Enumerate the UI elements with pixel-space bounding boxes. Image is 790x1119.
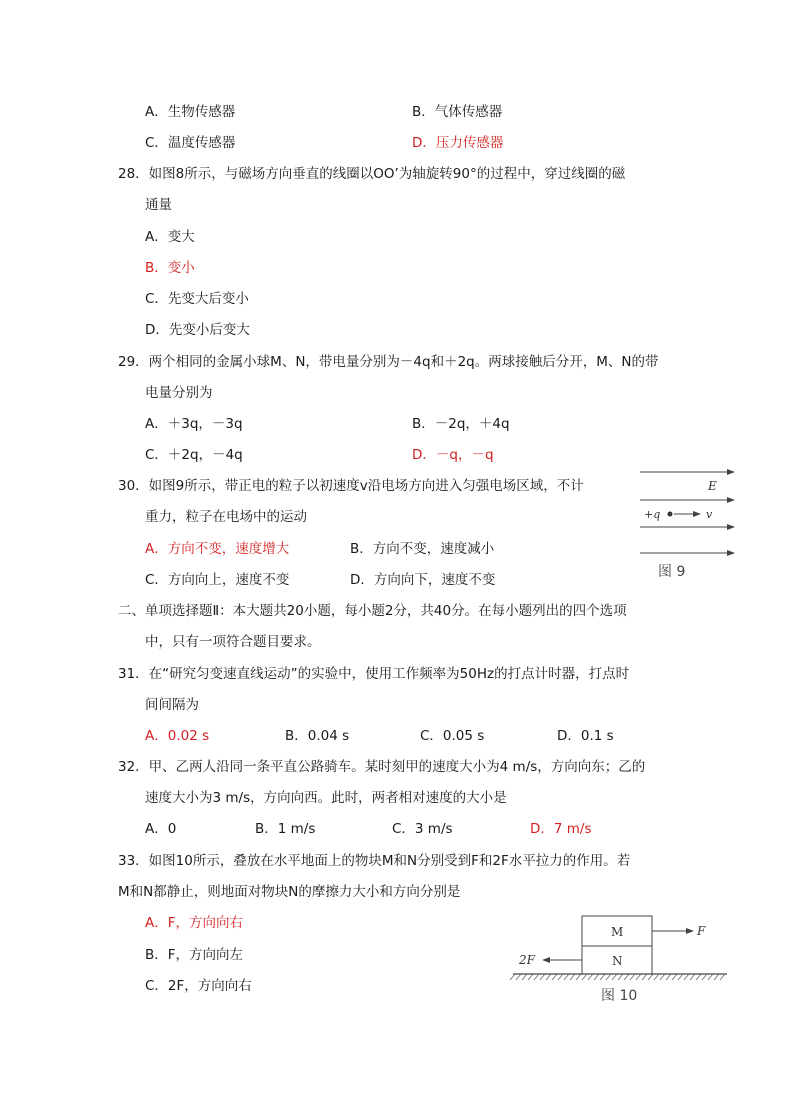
q33-stem-line1: 33．如图10所示，叠放在水平地面上的物块M和N分别受到F和2F水平拉力的作用。若 bbox=[118, 853, 631, 869]
ground-hatch-stroke bbox=[582, 974, 587, 980]
q27-option-b: B．气体传感器 bbox=[412, 104, 503, 120]
ground-hatch-stroke bbox=[528, 974, 533, 980]
ground-hatch bbox=[510, 974, 725, 980]
q28-option-d: D．先变小后变大 bbox=[145, 322, 250, 338]
q28-option-a: A．变大 bbox=[145, 229, 195, 245]
block-n-label: N bbox=[612, 954, 623, 968]
q28-stem-line1: 28．如图8所示，与磁场方向垂直的线圈以OO’为轴旋转90°的过程中，穿过线圈的磁 bbox=[118, 166, 626, 182]
q33-option-b: B．F，方向向左 bbox=[145, 947, 244, 963]
q33-stem-line2: M和N都静止，则地面对物块N的摩擦力大小和方向分别是 bbox=[118, 884, 461, 900]
q30-option-b: B．方向不变，速度减小 bbox=[350, 541, 495, 557]
q30-option-a: A．方向不变，速度增大 bbox=[145, 541, 290, 557]
q30-stem-line1: 30．如图9所示，带正电的粒子以初速度v沿电场方向进入匀强电场区域，不计 bbox=[118, 478, 584, 494]
ground-hatch-stroke bbox=[678, 974, 683, 980]
q29-option-a: A．＋3q，－3q bbox=[145, 416, 243, 432]
q29-option-c: C．＋2q，－4q bbox=[145, 447, 243, 463]
q28-option-b: B．变小 bbox=[145, 260, 195, 276]
section2-line2: 中，只有一项符合题目要求。 bbox=[145, 634, 321, 650]
force-f-label: F bbox=[697, 924, 706, 938]
q27-option-a: A．生物传感器 bbox=[145, 104, 236, 120]
ground-hatch-stroke bbox=[690, 974, 695, 980]
q30-option-d: D．方向向下，速度不变 bbox=[350, 572, 496, 588]
q31-stem-line2: 间间隔为 bbox=[145, 697, 199, 713]
q32-option-d: D．7 m/s bbox=[530, 821, 592, 837]
q31-option-a: A．0.02 s bbox=[145, 728, 210, 744]
q31-stem-line1: 31．在“研究匀变速直线运动”的实验中，使用工作频率为50Hz的打点计时器，打点时 bbox=[118, 666, 630, 682]
ground-hatch-stroke bbox=[516, 974, 521, 980]
ground-hatch-stroke bbox=[720, 974, 725, 980]
ground-hatch-stroke bbox=[594, 974, 599, 980]
section2-line1: 二、单项选择题Ⅱ：本大题共20小题，每小题2分，共40分。在每小题列出的四个选项 bbox=[118, 603, 627, 619]
ground-hatch-stroke bbox=[510, 974, 515, 980]
ground-hatch-stroke bbox=[600, 974, 605, 980]
ground-hatch-stroke bbox=[540, 974, 545, 980]
q33-option-a: A．F，方向向右 bbox=[145, 915, 244, 931]
q27-option-d: D．压力传感器 bbox=[412, 135, 504, 151]
q28-stem-line2: 通量 bbox=[145, 197, 172, 213]
q28-option-c: C．先变大后变小 bbox=[145, 291, 249, 307]
q32-stem-line2: 速度大小为3 m/s，方向向西。此时，两者相对速度的大小是 bbox=[145, 790, 507, 806]
charge-label: +q bbox=[644, 508, 661, 521]
ground-hatch-stroke bbox=[558, 974, 563, 980]
figure-10 bbox=[505, 910, 735, 1010]
ground-hatch-stroke bbox=[648, 974, 653, 980]
q32-option-b: B．1 m/s bbox=[255, 821, 316, 837]
ground-hatch-stroke bbox=[606, 974, 611, 980]
particle-dot bbox=[668, 512, 673, 517]
q32-option-a: A．0 bbox=[145, 821, 177, 837]
ground-hatch-stroke bbox=[630, 974, 635, 980]
ground-hatch-stroke bbox=[654, 974, 659, 980]
ground-hatch-stroke bbox=[684, 974, 689, 980]
q31-option-b: B．0.04 s bbox=[285, 728, 350, 744]
ground-hatch-stroke bbox=[642, 974, 647, 980]
ground-hatch-stroke bbox=[696, 974, 701, 980]
field-label-e: E bbox=[708, 479, 717, 493]
ground-hatch-stroke bbox=[672, 974, 677, 980]
ground-hatch-stroke bbox=[666, 974, 671, 980]
figure-9 bbox=[630, 460, 740, 585]
velocity-label: v bbox=[706, 508, 713, 521]
figure-9-caption: 图 9 bbox=[658, 564, 686, 580]
q29-stem-line1: 29．两个相同的金属小球M、N，带电量分别为－4q和＋2q。两球接触后分开，M、N的带 bbox=[118, 354, 659, 370]
ground-hatch-stroke bbox=[714, 974, 719, 980]
q32-option-c: C．3 m/s bbox=[392, 821, 453, 837]
q32-stem-line1: 32．甲、乙两人沿同一条平直公路骑车。某时刻甲的速度大小为4 m/s，方向向东；乙的 bbox=[118, 759, 646, 775]
q31-option-c: C．0.05 s bbox=[420, 728, 485, 744]
ground-hatch-stroke bbox=[612, 974, 617, 980]
figure-10-caption: 图 10 bbox=[601, 988, 638, 1004]
ground-hatch-stroke bbox=[546, 974, 551, 980]
q31-option-d: D．0.1 s bbox=[557, 728, 614, 744]
ground-hatch-stroke bbox=[522, 974, 527, 980]
ground-hatch-stroke bbox=[660, 974, 665, 980]
ground-hatch-stroke bbox=[636, 974, 641, 980]
ground-hatch-stroke bbox=[534, 974, 539, 980]
q30-stem-line2: 重力，粒子在电场中的运动 bbox=[145, 509, 307, 525]
ground-hatch-stroke bbox=[564, 974, 569, 980]
ground-hatch-stroke bbox=[624, 974, 629, 980]
ground-hatch-stroke bbox=[708, 974, 713, 980]
ground-hatch-stroke bbox=[576, 974, 581, 980]
ground-hatch-stroke bbox=[702, 974, 707, 980]
q30-option-c: C．方向向上，速度不变 bbox=[145, 572, 290, 588]
block-m-label: M bbox=[611, 925, 624, 939]
force-2f-label: 2F bbox=[519, 953, 535, 967]
q29-stem-line2: 电量分别为 bbox=[145, 385, 213, 401]
ground-hatch-stroke bbox=[552, 974, 557, 980]
q33-option-c: C．2F，方向向右 bbox=[145, 978, 252, 994]
ground-hatch-stroke bbox=[570, 974, 575, 980]
q29-option-d: D．－q，－q bbox=[412, 447, 494, 463]
q29-option-b: B．－2q，＋4q bbox=[412, 416, 510, 432]
q27-option-c: C．温度传感器 bbox=[145, 135, 236, 151]
ground-hatch-stroke bbox=[618, 974, 623, 980]
ground-hatch-stroke bbox=[588, 974, 593, 980]
